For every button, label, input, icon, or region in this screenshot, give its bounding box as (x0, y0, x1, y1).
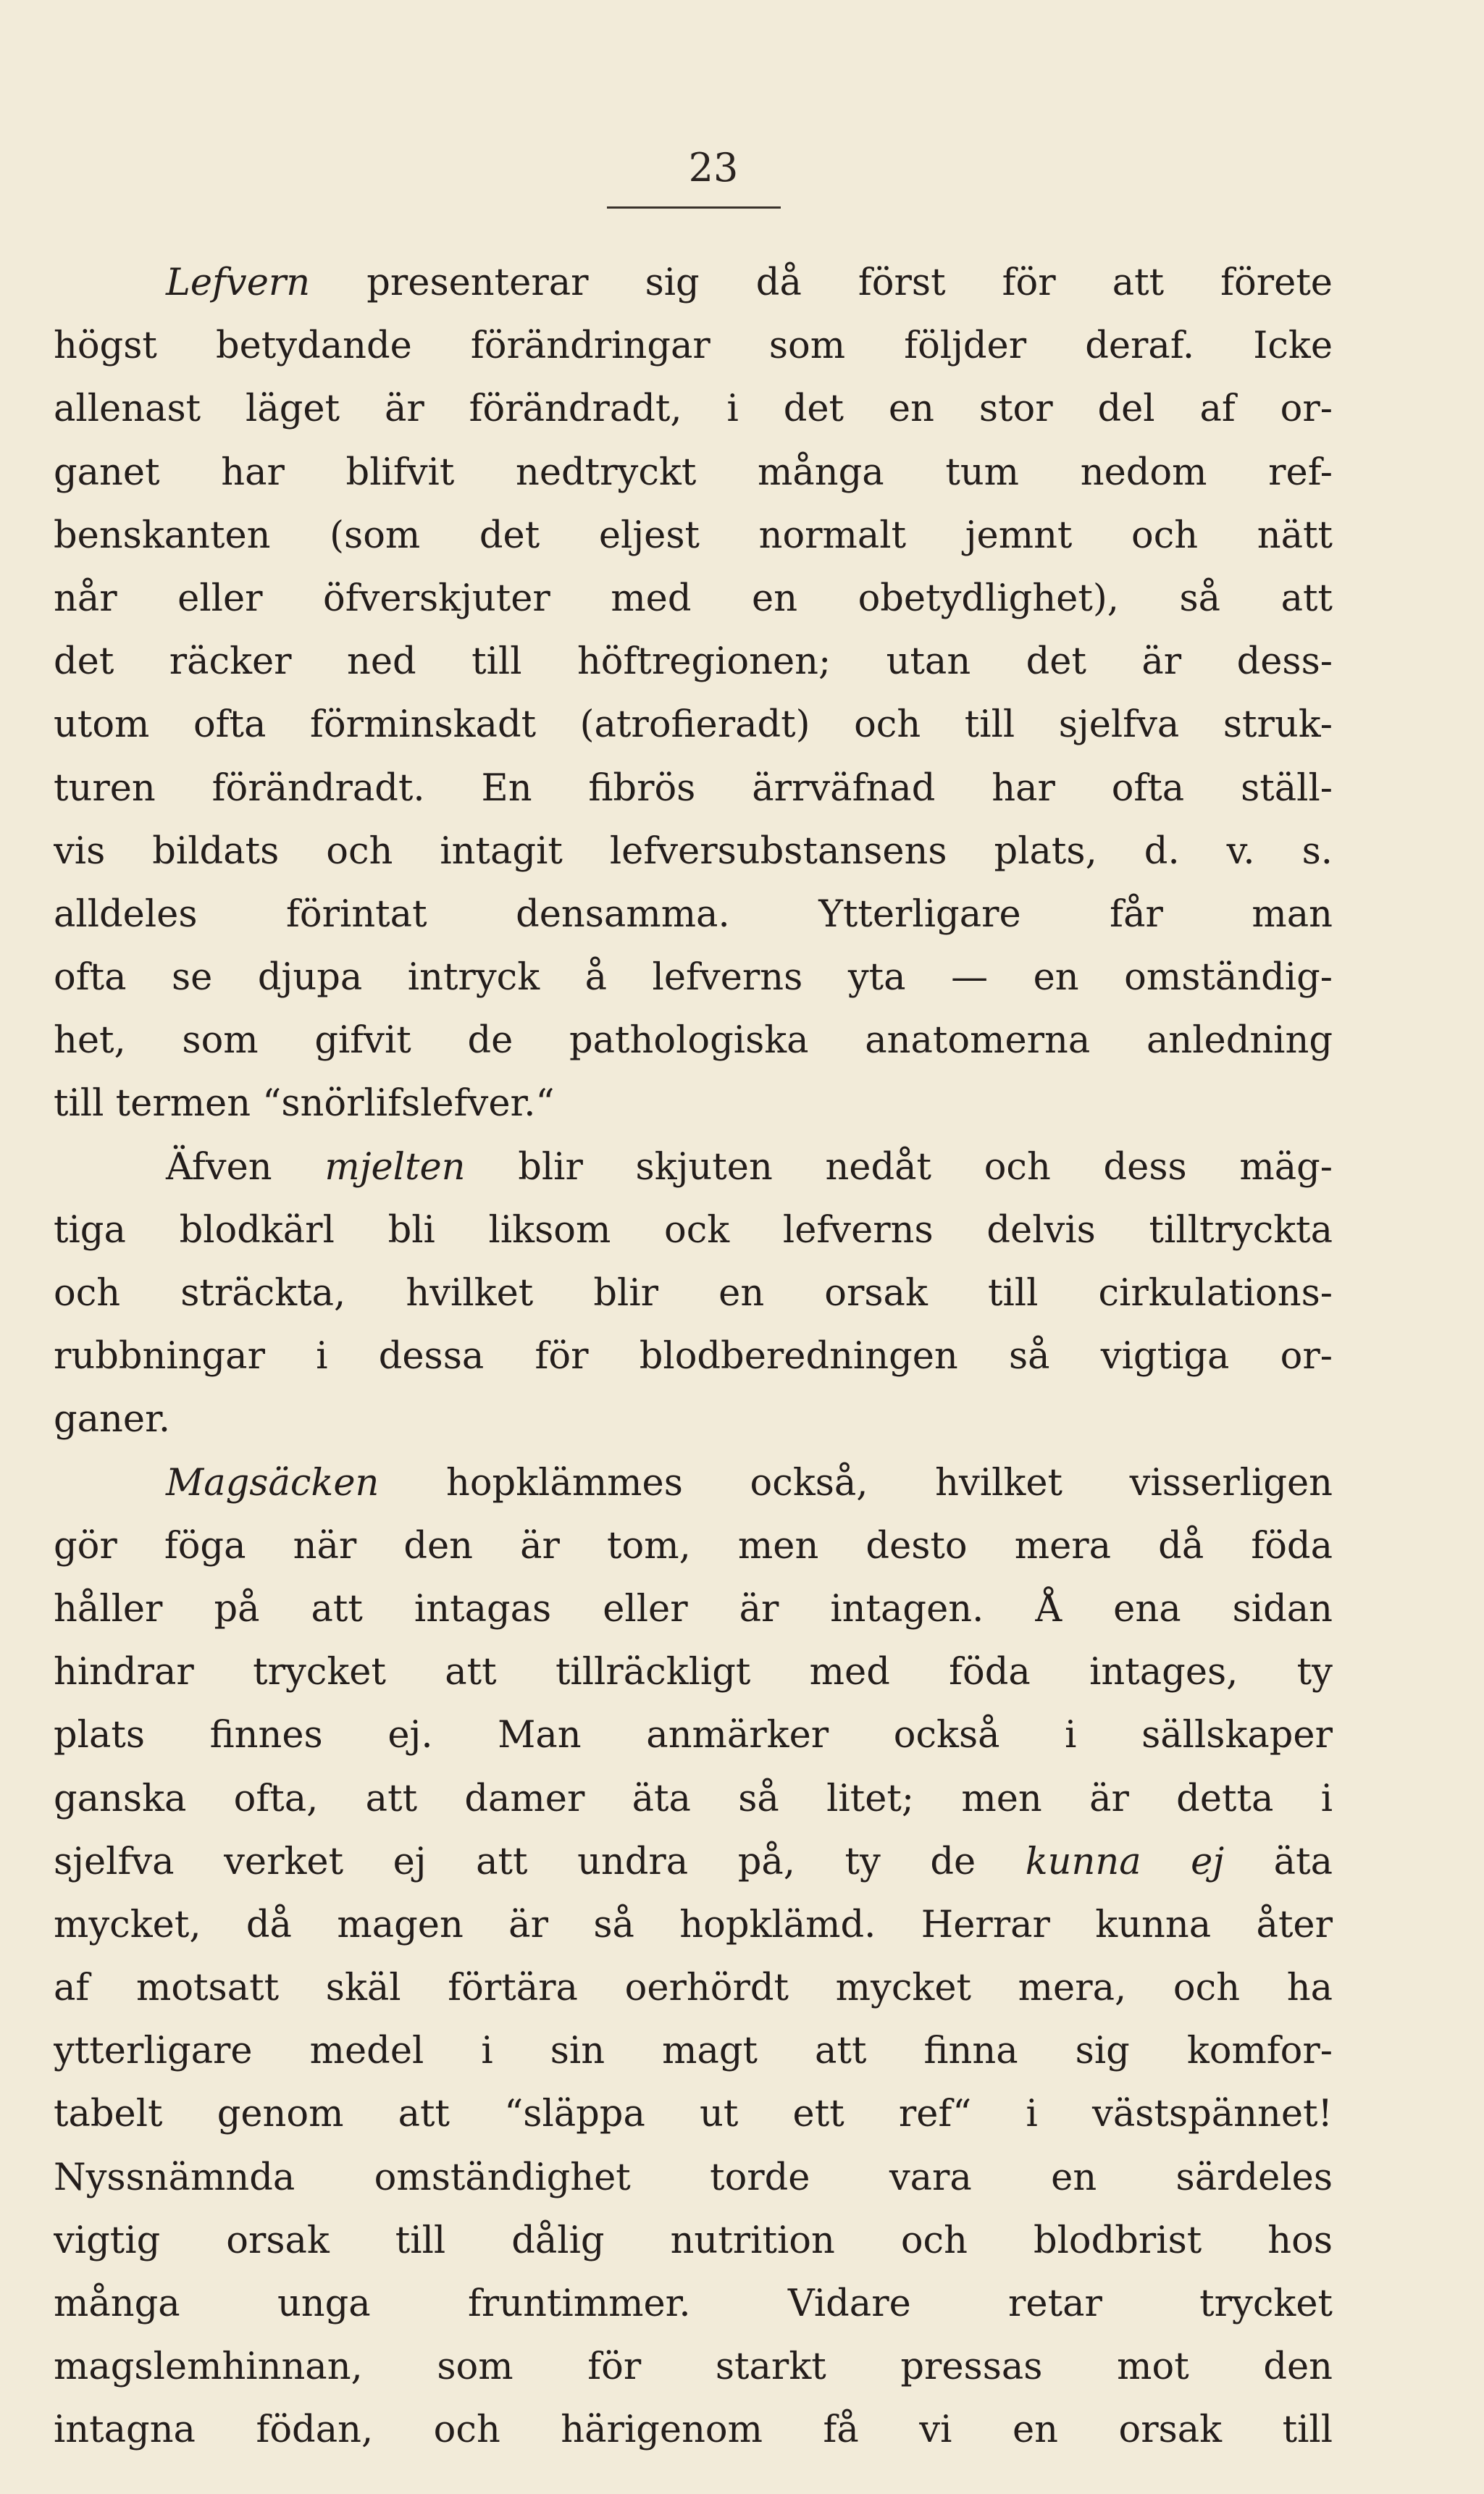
text-line (54, 567, 1333, 630)
text-line (54, 1262, 1333, 1325)
text-line-segment: benskanten (som det eljest normalt jemnt och nätt (54, 514, 1333, 557)
text-line (54, 1704, 1333, 1767)
text-line (54, 1893, 1333, 1957)
text-line (54, 1388, 1333, 1451)
text-line (54, 883, 1333, 946)
text-line (54, 757, 1333, 820)
text-line-segment: turen förändradt. En fibrös ärrväfnad har ofta ställ- (54, 766, 1333, 810)
text-line (54, 2335, 1333, 2398)
text-line (54, 1957, 1333, 2020)
text-line-segment: plats finnes ej. Man anmärker också i sällskaper (54, 1714, 1333, 1757)
page-number: 23 (688, 145, 739, 191)
text-line-segment: når eller öfverskjuter med en obetydlighet), så att (54, 577, 1333, 620)
text-line (54, 1515, 1333, 1578)
text-line-segment: allenast läget är förändradt, i det en stor del af or- (54, 388, 1333, 431)
text-line-segment: sjelfva verket ej att undra på, ty de (54, 1840, 1026, 1883)
text-line (54, 693, 1333, 756)
text-line-segment: gör föga när den är tom, men desto mera då föda (54, 1524, 1333, 1568)
text-line-segment: utom ofta förminskadt (atrofieradt) och till sjelfva struk- (54, 703, 1333, 747)
text-line (54, 1136, 1333, 1199)
text-line (54, 2398, 1333, 2461)
text-line-segment: och sträckta, hvilket blir en orsak till cirkulations- (54, 1272, 1333, 1315)
text-line-segment: ganska ofta, att damer äta så litet; men är detta i (54, 1777, 1333, 1820)
text-line (54, 946, 1333, 1009)
text-line-segment: het, som gifvit de pathologiska anatomerna anledning (54, 1019, 1333, 1063)
text-line (54, 820, 1333, 883)
text-line-segment: Äfven (166, 1145, 325, 1189)
text-line-segment: presenterar sig då först för att förete (310, 261, 1333, 304)
text-line (54, 1452, 1333, 1515)
text-line (54, 2020, 1333, 2083)
text-line-segment: rubbningar i dessa för blodberedningen så vigtiga or- (54, 1335, 1333, 1378)
text-line-segment: äta (1224, 1840, 1333, 1883)
text-line-segment: högst betydande förändringar som följder deraf. Icke (54, 325, 1333, 368)
text-line (54, 1072, 1333, 1135)
text-line-segment: ofta se djupa intryck å lefverns yta — en omständig- (54, 956, 1333, 1000)
text-line (54, 1325, 1333, 1388)
text-line (54, 1578, 1333, 1641)
text-line-segment: alldeles förintat densamma. Ytterligare får man (54, 892, 1333, 936)
text-line-segment: ganet har blifvit nedtryckt många tum nedom ref- (54, 451, 1333, 494)
text-line-segment: tiga blodkärl bli liksom ock lefverns delvis tilltryckta (54, 1208, 1333, 1252)
text-line-segment: tabelt genom att “släppa ut ett ref“ i västspännet! (54, 2093, 1333, 2136)
text-line (54, 441, 1333, 504)
text-line (54, 251, 1333, 314)
text-line (54, 1641, 1333, 1704)
text-line-segment: många unga fruntimmer. Vidare retar trycket (54, 2282, 1333, 2325)
text-line (54, 504, 1333, 567)
text-line (54, 1830, 1333, 1893)
text-line-segment: ganer. (54, 1398, 171, 1441)
italic-term: kunna ej (1025, 1840, 1225, 1883)
text-line-segment: mycket, då magen är så hopklämd. Herrar kunna åter (54, 1903, 1333, 1946)
body-text (54, 251, 1333, 2462)
text-line (54, 377, 1333, 440)
text-line-segment: det räcker ned till höftregionen; utan det är dess- (54, 640, 1333, 684)
text-line (54, 2083, 1333, 2146)
header-rule (607, 206, 781, 209)
text-line-segment: till termen “snörlifslefver.“ (54, 1082, 555, 1126)
text-line (54, 2209, 1333, 2272)
text-line-segment: vigtig orsak till dålig nutrition och blodbrist hos (54, 2219, 1333, 2262)
text-line (54, 1767, 1333, 1830)
text-line-segment: hopklämmes också, hvilket visserligen (379, 1461, 1333, 1505)
italic-term: Magsäcken (166, 1461, 380, 1505)
text-line-segment: håller på att intagas eller är intagen. Å ena sidan (54, 1587, 1333, 1631)
text-line (54, 1009, 1333, 1072)
text-line (54, 2272, 1333, 2335)
italic-term: mjelten (324, 1145, 466, 1189)
text-line (54, 2146, 1333, 2209)
text-line-segment: hindrar trycket att tillräckligt med föda intages, ty (54, 1651, 1333, 1694)
text-line-segment: magslemhinnan, som för starkt pressas mot den (54, 2346, 1333, 2389)
text-line (54, 1199, 1333, 1262)
text-line (54, 314, 1333, 377)
text-line (54, 630, 1333, 693)
text-line-segment: blir skjuten nedåt och dess mäg- (465, 1145, 1333, 1189)
text-line-segment: Nyssnämnda omständighet torde vara en särdeles (54, 2156, 1333, 2199)
text-line-segment: vis bildats och intagit lefversubstansens plats, d. v. s. (54, 829, 1333, 873)
text-line-segment: ytterligare medel i sin magt att finna sig komfor- (54, 2030, 1333, 2073)
italic-term: Lefvern (166, 261, 311, 304)
text-line-segment: af motsatt skäl förtära oerhördt mycket mera, och ha (54, 1967, 1333, 2010)
text-line-segment: intagna födan, och härigenom få vi en orsak till (54, 2409, 1333, 2452)
